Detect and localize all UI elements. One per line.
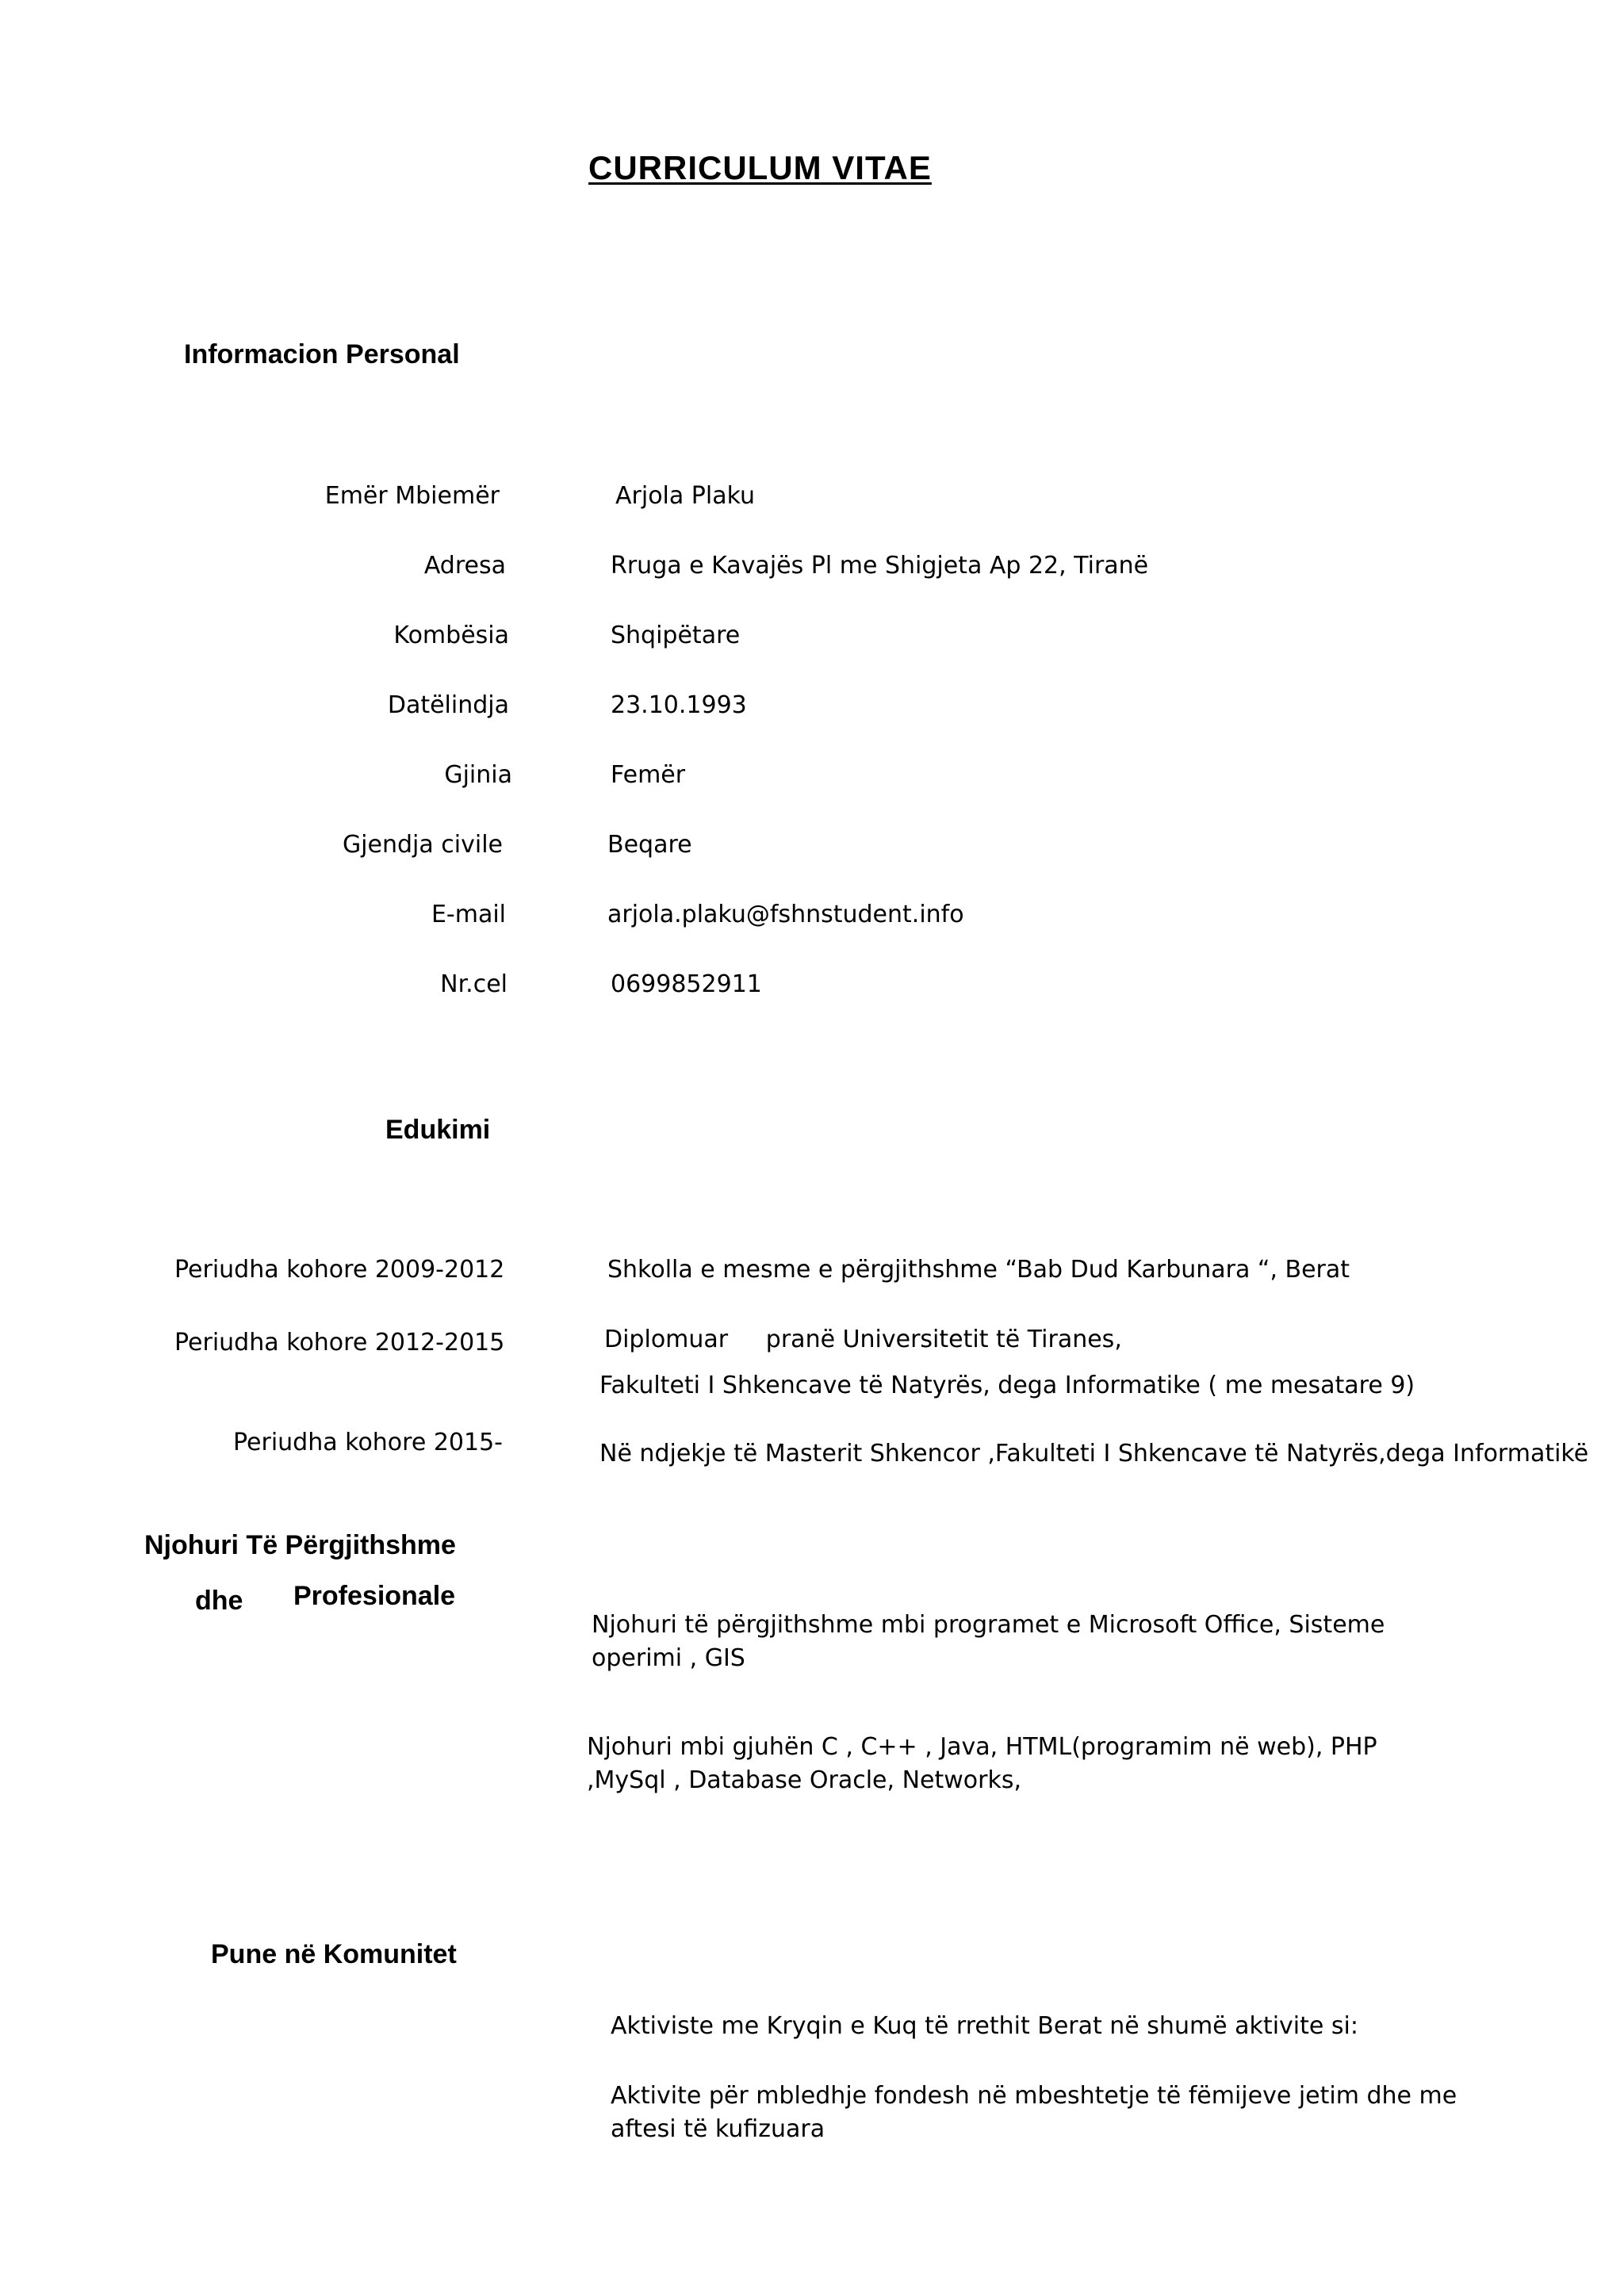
knowledge-heading: Njohuri Të Përgjithshme	[144, 1530, 456, 1560]
value-birthdate: 23.10.1993	[611, 691, 747, 719]
value-phone: 0699852911	[611, 970, 762, 998]
page-title: CURRICULUM VITAE	[588, 149, 932, 186]
education-period: Periudha kohore 2009-2012	[174, 1256, 505, 1284]
value-gender: Femër	[611, 761, 686, 789]
community-heading: Pune në Komunitet	[211, 1939, 457, 1969]
knowledge-text: operimi , GIS	[592, 1644, 745, 1672]
community-text: Aktiviste me Kryqin e Kuq të rrethit Berat në shumë aktivite si:	[611, 2012, 1358, 2040]
education-heading: Edukimi	[385, 1115, 491, 1145]
education-detail: Shkolla e mesme e përgjithshme “Bab Dud Karbunara “, Berat	[607, 1256, 1350, 1284]
label-email: E-mail	[431, 901, 506, 928]
knowledge-text: Njohuri të përgjithshme mbi programet e Microsoft Office, Sisteme	[592, 1611, 1385, 1639]
value-nationality: Shqipëtare	[611, 622, 741, 649]
label-birthdate: Datëlindja	[387, 691, 509, 719]
community-text: Aktivite për mbledhje fondesh në mbeshtetje të fëmijeve jetim dhe me	[611, 2082, 1457, 2110]
label-gender: Gjinia	[444, 761, 512, 789]
label-address: Adresa	[423, 552, 506, 580]
knowledge-text: Njohuri mbi gjuhën C , C++ , Java, HTML(programim në web), PHP	[587, 1733, 1377, 1761]
education-detail: Në ndjekje të Masterit Shkencor ,Fakulteti I Shkencave të Natyrës,dega Informatikë	[599, 1440, 1589, 1468]
value-name: Arjola Plaku	[615, 482, 756, 510]
label-nationality: Kombësia	[393, 622, 509, 649]
education-detail: Diplomuar pranë Universitetit të Tiranes,	[604, 1326, 1122, 1353]
community-text: aftesi të kufizuara	[611, 2115, 825, 2143]
education-period: Periudha kohore 2012-2015	[174, 1329, 505, 1357]
value-address: Rruga e Kavajës Pl me Shigjeta Ap 22, Tiranë	[611, 552, 1149, 580]
knowledge-heading-professional: Profesionale	[293, 1581, 456, 1611]
knowledge-text: ,MySql , Database Oracle, Networks,	[587, 1766, 1021, 1794]
label-phone: Nr.cel	[440, 970, 508, 998]
personal-info-heading: Informacion Personal	[184, 339, 460, 369]
label-name: Emër Mbiemër	[324, 482, 500, 510]
education-period: Periudha kohore 2015-	[233, 1429, 504, 1456]
label-civil-status: Gjendja civile	[342, 831, 503, 859]
value-civil-status: Beqare	[607, 831, 692, 859]
knowledge-heading-dhe: dhe	[195, 1586, 243, 1616]
education-detail: Fakulteti I Shkencave të Natyrës, dega Informatike ( me mesatare 9)	[599, 1372, 1415, 1399]
value-email: arjola.plaku@fshnstudent.info	[607, 901, 964, 928]
